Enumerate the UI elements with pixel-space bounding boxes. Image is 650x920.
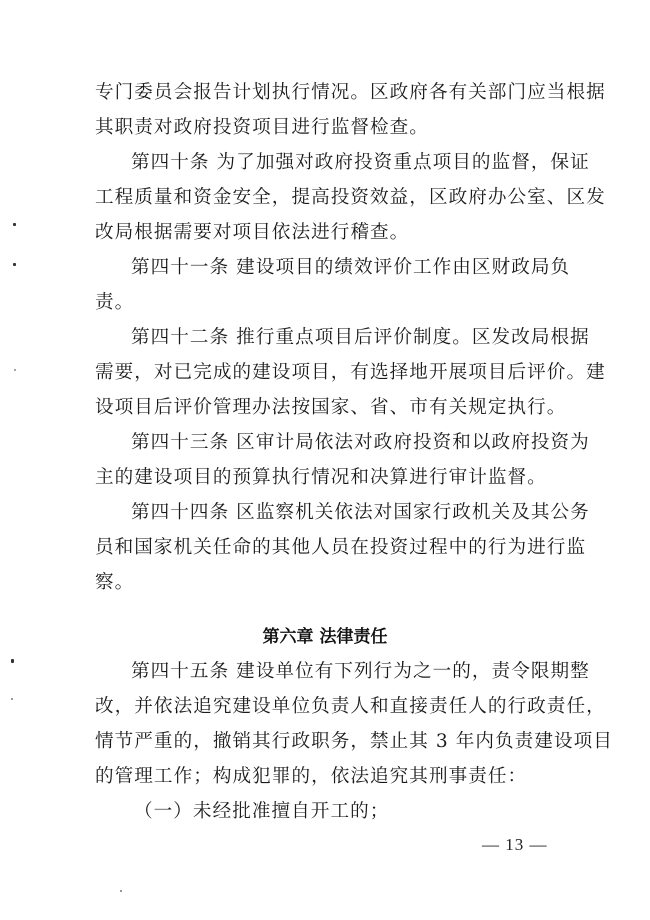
text-line: 主的建设项目的预算执行情况和决算进行审计监督。: [95, 467, 547, 488]
text-line: 改，并依法追究建设单位负责人和直接责任人的行政责任，: [95, 696, 606, 717]
chapter-heading: 第六章 法律责任: [262, 627, 388, 647]
page-number: — 13 —: [482, 835, 548, 854]
scan-speck: [120, 890, 122, 892]
text-line: 改局根据需要对项目依法进行稽查。: [95, 222, 410, 243]
article-44-start: 第四十四条 区监察机关依法对国家行政机关及其公务: [131, 502, 590, 523]
article-42-start: 第四十二条 推行重点项目后评价制度。区发改局根据: [131, 327, 590, 348]
article-41-start: 第四十一条 建设项目的绩效评价工作由区财政局负: [131, 257, 571, 278]
article-45-start: 第四十五条 建设单位有下列行为之一的，责令限期整: [131, 661, 590, 682]
scan-speck: [11, 659, 14, 663]
text-line: 情节严重的，撤销其行政职务，禁止其 3 年内负责建设项目: [95, 731, 613, 752]
article-40-start: 第四十条 为了加强对政府投资重点项目的监督，保证: [131, 152, 590, 173]
article-43-start: 第四十三条 区审计局依法对政府投资和以政府投资为: [131, 432, 590, 453]
list-item: （一）未经批准擅自开工的；: [134, 801, 390, 822]
text-line: 其职责对政府投资项目进行监督检查。: [95, 117, 429, 138]
text-line: 员和国家机关任命的其他人员在投资过程中的行为进行监: [95, 537, 587, 558]
text-line: 需要，对已完成的建设项目，有选择地开展项目后评价。建: [95, 362, 606, 383]
scan-speck: [14, 369, 16, 371]
text-line: 责。: [95, 292, 135, 313]
text-line: 察。: [95, 572, 135, 593]
scan-speck: [13, 263, 16, 266]
text-line: 工程质量和资金安全，提高投资效益，区政府办公室、区发: [95, 187, 606, 208]
scan-speck: [11, 698, 13, 700]
scan-speck: [13, 223, 16, 226]
text-line: 的管理工作；构成犯罪的，依法追究其刑事责任：: [95, 766, 528, 787]
text-line: 设项目后评价管理办法按国家、省、市有关规定执行。: [95, 397, 567, 418]
text-line: 专门委员会报告计划执行情况。区政府各有关部门应当根据: [95, 82, 606, 103]
